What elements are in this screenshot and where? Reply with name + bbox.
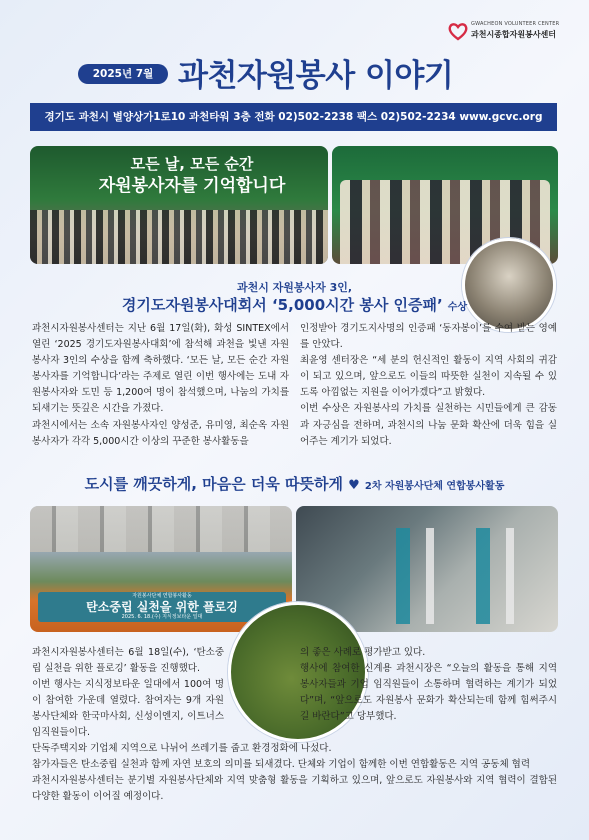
article2-headline: [0, 473, 589, 494]
article1-headline-main: 경기도자원봉사대회서 ‘5,000시간 봉사 인증패’: [121, 296, 443, 314]
article2-paragraph: 과천시자원봉사센터는 6월 18일(수), ‘탄소중립 실천을 위한 플로깅’ 활동을 진행했다.: [32, 647, 224, 675]
newsletter-title: 과천자원봉사 이야기: [178, 58, 454, 94]
logo-english: GWACHEON VOLUNTEER CENTER: [471, 21, 560, 27]
article2-right-column: [300, 645, 557, 725]
plogging-banner: [38, 592, 286, 622]
ceremony-crowd: [30, 210, 328, 264]
plogging-banner-date: 2025. 6. 18.(수) 지식정보타운 일대: [121, 614, 203, 620]
heart-icon: ♥: [348, 478, 360, 493]
article1-paragraph: 최윤영 센터장은 “세 분의 헌신적인 활동이 지역 사회의 귀감이 되고 있으며, 앞으로도 이들의 따뜻한 실천이 지속될 수 있도록 아낌없는 지원을 이어가겠다”고 밝혔다.: [300, 355, 557, 399]
article1-kicker: 과천시 자원봉사자 3인,: [236, 281, 353, 294]
article2-paragraph: 행사에 참여한 신계용 과천시장은 “오늘의 활동을 통해 지역 봉사자들과 기업 임직원들이 소통하며 협력하는 계기가 되었다”며, “앞으로도 자원봉사 문화가 확산되는데 함께 힘써주시길 바란다”고 당부했다.: [300, 663, 557, 723]
plogging-group-photo: [30, 506, 292, 632]
volunteers-picking-trash: [376, 528, 546, 624]
heart-logo-icon: [447, 20, 469, 42]
ceremony-banner-line1: 모든 날, 모든 순간: [130, 155, 254, 173]
logo-korean: 과천시종합자원봉사센터: [471, 30, 557, 39]
article1-headline: [0, 294, 589, 315]
article2-paragraph: 의 좋은 사례로 평가받고 있다.: [300, 647, 426, 658]
article2-paragraph: 과천시자원봉사센터는 분기별 자원봉사단체와 지역 맞춤형 활동을 기획하고 있으며, 앞으로도 자원봉사와 지역 협력이 결합된 다양한 활동이 이어질 예정이다.: [32, 775, 557, 803]
plogging-banner-title: 탄소중립 실천을 위한 플로깅: [86, 600, 238, 614]
contact-bar: 경기도 과천시 별양상가1로10 과천타워 3층 전화 02)502-2238 팩스 02)502-2234 www.gcvc.org: [30, 103, 557, 131]
article2-bottom-text: [32, 741, 557, 805]
article1-left-column: [32, 321, 289, 450]
article1-paragraph: 인정받아 경기도지사명의 인증패 ‘동자봉이’를 수여 받는 영예를 안았다.: [300, 323, 557, 351]
article1-paragraph: 과천시자원봉사센터는 지난 6월 17일(화), 화성 SINTEX에서 열린 ‘2025 경기도자원봉사대회’에 참석해 과천을 빛낸 자원봉사자 3인의 수상을 함께 축하했다. ‘모든 날, 모든 순간 자원봉사자를 기억합니다’라는 주제로 열린 이번 행사에는 도내 자원봉사자와 도민 등 1,200여 명이 참석했으며, 나눔의 가치를 되새기는 뜻깊은 시간을 가졌다.: [32, 323, 289, 415]
ceremony-banner: [76, 154, 308, 212]
article1-headline-suffix: 수상: [447, 302, 468, 313]
award-ceremony-photo: [30, 146, 328, 264]
article1-right-column: [300, 321, 557, 450]
article1-paragraph: 이번 수상은 자원봉사의 가치를 실천하는 시민들에게 큰 감동과 자긍심을 전하며, 과천시의 나눔 문화 확산에 더욱 힘을 실어주는 계기가 되었다.: [300, 403, 557, 447]
article2-paragraph: 참가자들은 탄소중립 실천과 함께 자연 보호의 의미를 되새겼다. 단체와 기업이 함께한 이번 연합활동은 지역 공동체 협력: [32, 759, 530, 771]
article2-left-column: [32, 645, 224, 742]
article2-headline-main: 도시를 깨끗하게, 마음은 더욱 따뜻하게: [84, 475, 344, 493]
article2-paragraph: 단독주택지와 기업체 지역으로 나뉘어 쓰레기를 줍고 환경정화에 나섰다.: [32, 743, 332, 754]
ceremony-banner-line2: 자원봉사자를 기억합니다: [98, 176, 286, 196]
buildings-background: [30, 506, 292, 552]
plogging-banner-top: 자원봉사단체 연합봉사활동: [132, 593, 192, 599]
article2-paragraph: 이번 행사는 지식정보타운 일대에서 100여 명이 참여한 가운데 열렸다. 참여자는 9개 자원봉사단체와 한국마사회, 신성이엔지, 이트너스 임직원들이다.: [32, 679, 224, 739]
article1-paragraph: 과천시에서는 소속 자원봉사자인 양성준, 유미영, 최순옥 자원봉사자가 각각 5,000시간 이상의 꾸준한 봉사활동을: [32, 419, 289, 447]
center-logo: [447, 20, 577, 44]
issue-date-badge: 2025년 7월: [78, 64, 168, 84]
article2-headline-suffix: 2차 자원봉사단체 연합봉사활동: [364, 481, 505, 492]
